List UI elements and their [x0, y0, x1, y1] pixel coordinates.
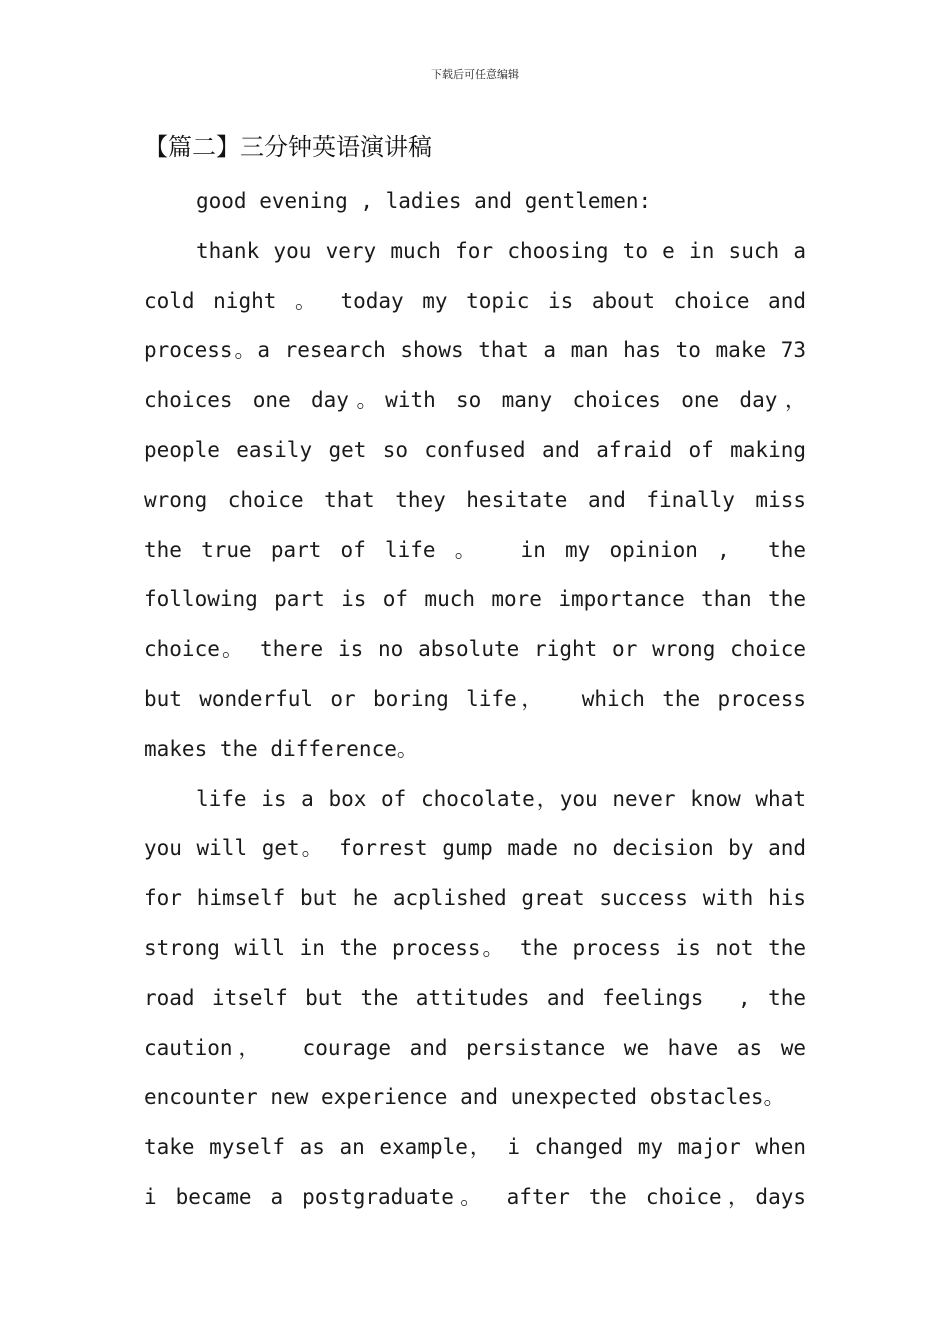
text-line: take myself as an example， i changed my major when — [144, 1135, 806, 1160]
text-line: good evening , ladies and gentlemen: — [196, 189, 652, 213]
speech-body — [144, 177, 806, 1223]
text-line: the true part of life 。 in my opinion , the — [144, 537, 806, 562]
text-line: encounter new experience and unexpected obstacles。 — [144, 1085, 785, 1110]
text-line: process。a research shows that a man has to make 73 — [144, 338, 806, 363]
text-line: choice。 there is no absolute right or wrong choice — [144, 637, 806, 662]
section-title: 【篇二】三分钟英语演讲稿 — [144, 133, 432, 161]
text-line: wrong choice that they hesitate and finally miss — [144, 487, 806, 512]
text-line: for himself but he acplished great success with his — [144, 886, 806, 911]
text-line: life is a box of chocolate，you never know what — [196, 786, 806, 811]
text-line: makes the difference。 — [144, 736, 418, 761]
text-line: caution， courage and persistance we have as we — [144, 1035, 806, 1060]
text-line: i became a postgraduate。 after the choice，days — [144, 1184, 806, 1209]
text-line: thank you very much for choosing to e in such a — [196, 238, 806, 263]
text-line: but wonderful or boring life， which the process — [144, 686, 806, 711]
text-line: following part is of much more importance than the — [144, 587, 806, 612]
text-line: road itself but the attitudes and feelings , the — [144, 985, 806, 1010]
text-line: strong will in the process。 the process is not the — [144, 935, 806, 960]
text-line: you will get。 forrest gump made no decision by and — [144, 836, 806, 861]
text-line: people easily get so confused and afraid of making — [144, 437, 806, 462]
page-header: 下载后可任意编辑 — [431, 68, 519, 81]
text-line: cold night 。 today my topic is about choice and — [144, 288, 806, 313]
text-line: choices one day。with so many choices one day， — [144, 388, 806, 413]
